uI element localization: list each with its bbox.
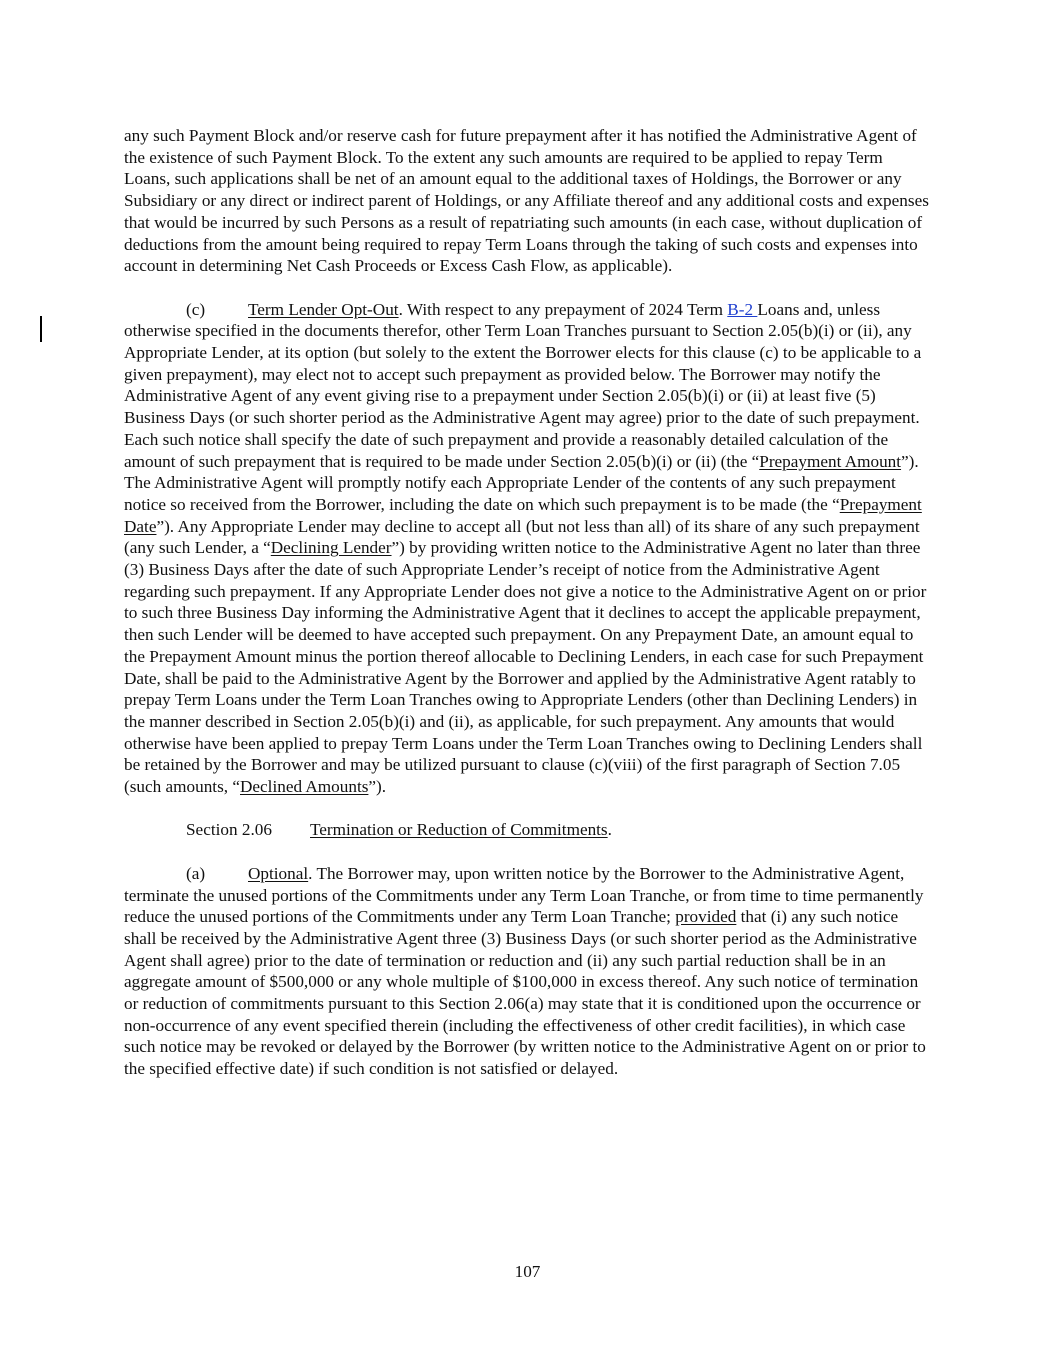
defined-term-declined-amounts: Declined Amounts xyxy=(240,777,369,797)
text-run: ”) by providing written notice to the Administrative Agent no later than three (3) Business Days after the date of such Appropriate Lender’s receipt of notice from the Administrative Agent regarding such prepayment. If any Appropriate Lender does not give a notice to the Administrative Agent on or prior to such three Business Day informing the Administrative Agent that it declines to accept the applicable prepayment, then such Lender will be deemed to have accepted such prepayment. On any Prepayment Date, an amount equal to the Prepayment Amount minus the portion thereof allocable to Declining Lenders, in each case for such Prepayment Date, shall be paid to the Administrative Agent by the Borrower and applied by the Administrative Agent ratably to prepay Term Loans under the Term Loan Tranches owing to Appropriate Lenders (other than Declining Lenders) in the manner described in Section 2.05(b)(i) and (ii), as applicable, for such prepayment. Any amounts that would otherwise have been applied to prepay Term Loans under the Term Loan Tranches owing to Declining Lenders shall be retained by the Borrower and may be utilized pursuant to clause (c)(viii) of the first paragraph of Section 7.05 (such amounts, “ xyxy=(124,538,927,797)
paragraph-text: any such Payment Block and/or reserve cash for future prepayment after it has notified the Administrative Agent of the existence of such Payment Block. To the extent any such amounts are required to be applied to repay Term Loans, such applications shall be net of an amount equal to the additional taxes of Holdings, the Borrower or any Subsidiary or any direct or indirect parent of Holdings, or any Affiliate thereof and any additional costs and expenses that would be incurred by such Persons as a result of repatriating such amounts (in each case, without duplication of deductions from the amount being required to repay Term Loans through the taking of such costs and expenses into account in determining Net Cash Proceeds or Excess Cash Flow, as applicable). xyxy=(124,126,929,276)
text-run: that (i) any such notice shall be received by the Administrative Agent three (3) Business Days (or such shorter period as the Administrative Agent shall agree) prior to the date of termination or reduction and (ii) any such partial reduction shall be in an aggregate amount of $500,000 or any whole multiple of $100,000 in excess thereof. Any such notice of termination or reduction of commitments pursuant to this Section 2.06(a) may state that it is conditioned upon the occurrence or non-occurrence of any event specified therein (including the effectiveness of other credit facilities), in which case such notice may be revoked or delayed by the Borrower (by written notice to the Administrative Agent on or prior to the specified effective date) if such condition is not satisfied or delayed. xyxy=(124,907,926,1079)
document-body xyxy=(124,125,932,1102)
section-heading xyxy=(124,819,932,841)
revision-link[interactable]: B-2 xyxy=(727,299,758,319)
text-run: . With respect to any prepayment of 2024 Term xyxy=(398,299,728,319)
section-title: Termination or Reduction of Commitments xyxy=(310,820,608,840)
clause-heading: Term Lender Opt-Out xyxy=(248,299,399,319)
revision-change-bar xyxy=(40,316,42,342)
text-run: Loans and, unless otherwise specified in the documents therefor, other Term Loan Tranches pursuant to Section 2.05(b)(i) or (ii), any Appropriate Lender, at its option (but solely to the extent the Borrower elects for this clause (c) to be applicable to a given prepayment), may elect not to accept such prepayment as provided below. The Borrower may notify the Administrative Agent of any event giving rise to a prepayment under Section 2.05(b)(i) or (ii) at least five (5) Business Days (or such shorter period as the Administrative Agent may agree) prior to the date of such prepayment. Each such notice shall specify the date of such prepayment and provide a reasonably detailed calculation of the amount of such prepayment that is required to be made under Section 2.05(b)(i) or (ii) (the “ xyxy=(124,299,922,471)
page-number: 107 xyxy=(514,1262,541,1281)
text-run: . The Borrower may, upon written notice by the Borrower to the Administrative Agent, terminate the unused portions of the Commitments under any Term Loan Tranche, or from time to time permanently reduce the unused portions of the Commitments under any Term Loan Tranche; xyxy=(124,863,924,927)
defined-term-declining-lender: Declining Lender xyxy=(270,538,392,558)
defined-term-prepayment-date: Prepayment Date xyxy=(124,494,922,536)
clause-label: (c) xyxy=(186,299,206,319)
clause-heading: Optional xyxy=(248,863,309,883)
text-run: ”). The Administrative Agent will promptly notify each Appropriate Lender of the contents of any such prepayment notice so received from the Borrower, including the date on which such prepayment is to be made (the “ xyxy=(124,451,919,514)
section-number: Section 2.06 xyxy=(186,820,272,840)
clause-label: (a) xyxy=(186,863,206,883)
defined-term-prepayment-amount: Prepayment Amount xyxy=(759,451,902,471)
paragraph-payment-block xyxy=(124,125,932,277)
paragraph-term-lender-opt-out xyxy=(124,299,932,798)
text-run: ”). xyxy=(368,777,387,797)
defined-term-provided: provided xyxy=(675,907,737,927)
text-run: . xyxy=(607,820,612,840)
paragraph-optional-termination xyxy=(124,863,932,1080)
text-run: ”). Any Appropriate Lender may decline to accept all (but not less than all) of its share of any such prepayment (any such Lender, a “ xyxy=(124,516,920,558)
